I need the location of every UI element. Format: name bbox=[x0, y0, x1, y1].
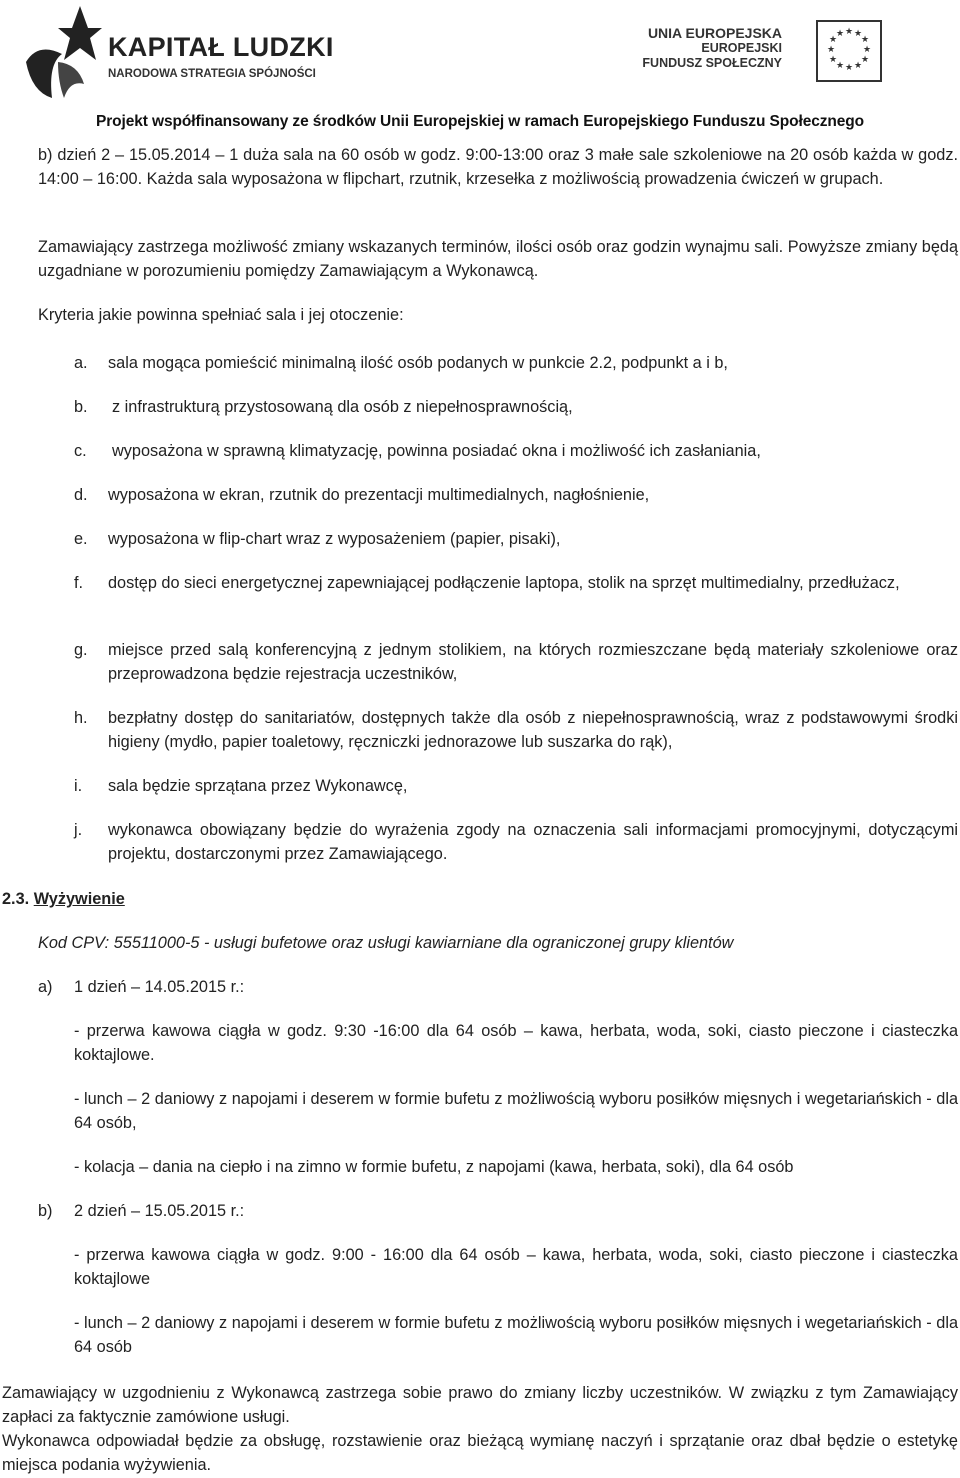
svg-text:★: ★ bbox=[862, 45, 872, 55]
day1-label: a) bbox=[38, 978, 53, 996]
list-item-text: wyposażona w flip-chart wraz z wyposażeniem (papier, pisaki), bbox=[108, 530, 561, 548]
svg-text:★: ★ bbox=[853, 61, 863, 71]
day1-dinner: - kolacja – dania na ciepło i na zimno w formie bufetu, z napojami (kawa, herbata, soki), dla 64 osób bbox=[74, 1158, 794, 1176]
day1-coffee-break: - przerwa kawowa ciągła w godz. 9:30 -16:00 dla 64 osób – kawa, herbata, woda, soki, ciasto pieczone i ciasteczka koktajlowe. bbox=[74, 1022, 958, 1064]
day2-coffee-break: - przerwa kawowa ciągła w godz. 9:00 - 16:00 dla 64 osób – kawa, herbata, woda, soki, ciasto pieczone i ciasteczka koktajlowe bbox=[74, 1246, 958, 1288]
list-item-letter: j. bbox=[74, 821, 83, 839]
eu-logo-line1: UNIA EUROPEJSKA bbox=[647, 25, 782, 41]
eu-logo-text bbox=[642, 26, 782, 71]
eu-logo bbox=[642, 20, 882, 86]
svg-text:★: ★ bbox=[844, 63, 854, 73]
logo-subtitle: NARODOWA STRATEGIA SPÓJNOŚCI bbox=[108, 68, 316, 80]
svg-text:★: ★ bbox=[826, 45, 836, 55]
list-item-text: z infrastrukturą przystosowaną dla osób z niepełnosprawnością, bbox=[112, 398, 573, 416]
day2-title: 2 dzień – 15.05.2015 r.: bbox=[74, 1202, 245, 1220]
svg-text:★: ★ bbox=[828, 35, 838, 45]
list-item-letter: g. bbox=[74, 641, 88, 659]
svg-text:★: ★ bbox=[844, 27, 854, 37]
day1-lunch: - lunch – 2 daniowy z napojami i deserem w formie bufetu z możliwością wyboru posiłków mięsnych i wegetariańskich - dla 64 osób, bbox=[74, 1090, 958, 1132]
list-item-text: bezpłatny dostęp do sanitariatów, dostępnych także dla osób z niepełnosprawnością, wraz z podstawowymi środki higieny (mydło, papier toaletowy, ręczniczki jednorazowe lub suszarka do rąk), bbox=[108, 709, 958, 751]
list-item-letter: f. bbox=[74, 574, 84, 592]
list-item-text: miejsce przed salą konferencyjną z jednym stolikiem, na których rozmieszczane będą materiały szkoleniowe oraz przeprowadzona będzie rejestracja uczestników, bbox=[108, 641, 958, 683]
list-item-text: wyposażona w sprawną klimatyzację, powinna posiadać okna i możliwość ich zasłaniania, bbox=[112, 442, 761, 460]
list-item-text: wykonawca obowiązany będzie do wyrażenia zgody na oznaczenia sali informacjami promocyjnymi, dotyczącymi projektu, dostarczonymi przez Zamawiającego. bbox=[108, 821, 958, 863]
svg-text:★: ★ bbox=[835, 29, 845, 39]
svg-text:★: ★ bbox=[835, 61, 845, 71]
list-item-text: wyposażona w ekran, rzutnik do prezentacji multimedialnych, nagłośnienie, bbox=[108, 486, 650, 504]
day2-label: b) bbox=[38, 1202, 53, 1220]
eu-logo-line2: EUROPEJSKI bbox=[701, 41, 782, 55]
day1-title: 1 dzień – 14.05.2015 r.: bbox=[74, 978, 245, 996]
eu-flag-icon bbox=[816, 20, 882, 82]
kapital-ludzki-logo bbox=[18, 2, 334, 102]
list-item-letter: e. bbox=[74, 530, 88, 548]
contractor-service-note: Wykonawca odpowiadał będzie za obsługę, rozstawienie oraz bieżącą wymianę naczyń i sprzątanie oraz dbał będzie o estetykę miejsca podania wyżywienia. bbox=[2, 1432, 958, 1474]
logo-title: KAPITAŁ LUDZKI bbox=[108, 32, 334, 62]
cpv-code-line: Kod CPV: 55511000-5 - usługi bufetowe oraz usługi kawiarniane dla ograniczonej grupy klientów bbox=[38, 934, 734, 952]
list-item-text: sala będzie sprzątana przez Wykonawcę, bbox=[108, 777, 408, 795]
list-item-letter: i. bbox=[74, 777, 83, 795]
star-emblem-icon bbox=[18, 2, 104, 102]
criteria-heading: Kryteria jakie powinna spełniać sala i jej otoczenie: bbox=[38, 306, 404, 324]
project-cofinancing-line: Projekt współfinansowany ze środków Unii Europejskiej w ramach Europejskiego Funduszu Społecznego bbox=[95, 113, 865, 130]
svg-text:★: ★ bbox=[860, 35, 870, 45]
list-item-letter: h. bbox=[74, 709, 88, 727]
room-schedule-paragraph: b) dzień 2 – 15.05.2014 – 1 duża sala na 60 osób w godz. 9:00-13:00 oraz 3 małe sale szkoleniowe na 20 osób każda w godz. 14:00 – 16:00. Każda sala wyposażona w flipchart, rzutnik, krzesełka z możliwością prowadzenia ćwiczeń w grupach. bbox=[38, 146, 958, 188]
list-item-letter: a. bbox=[74, 354, 88, 372]
list-item-letter: b. bbox=[74, 398, 88, 416]
section-heading bbox=[2, 887, 125, 911]
list-item-text: sala mogąca pomieścić minimalną ilość osób podanych w punkcie 2.2, podpunkt a i b, bbox=[108, 354, 728, 372]
svg-text:★: ★ bbox=[828, 55, 838, 65]
day2-lunch: - lunch – 2 daniowy z napojami i deserem w formie bufetu z możliwością wyboru posiłków mięsnych i wegetariańskich - dla 64 osób bbox=[74, 1314, 958, 1356]
svg-text:★: ★ bbox=[853, 29, 863, 39]
section-title: Wyżywienie bbox=[33, 890, 125, 908]
list-item-text: dostęp do sieci energetycznej zapewniającej podłączenie laptopa, stolik na sprzęt multimedialny, przedłużacz, bbox=[108, 574, 900, 592]
section-number: 2.3. bbox=[2, 890, 30, 908]
list-item-letter: d. bbox=[74, 486, 88, 504]
participants-change-note: Zamawiający w uzgodnieniu z Wykonawcą zastrzega sobie prawo do zmiany liczby uczestników. W związku z tym Zamawiający zapłaci za faktycznie zamówione usługi. bbox=[2, 1384, 958, 1426]
svg-text:★: ★ bbox=[860, 55, 870, 65]
list-item-letter: c. bbox=[74, 442, 87, 460]
eu-logo-line3: FUNDUSZ SPOŁECZNY bbox=[642, 56, 782, 70]
reservation-change-note: Zamawiający zastrzega możliwość zmiany wskazanych terminów, ilości osób oraz godzin wynajmu sali. Powyższe zmiany będą uzgadniane w porozumieniu pomiędzy Zamawiającym a Wykonawcą. bbox=[38, 238, 958, 280]
